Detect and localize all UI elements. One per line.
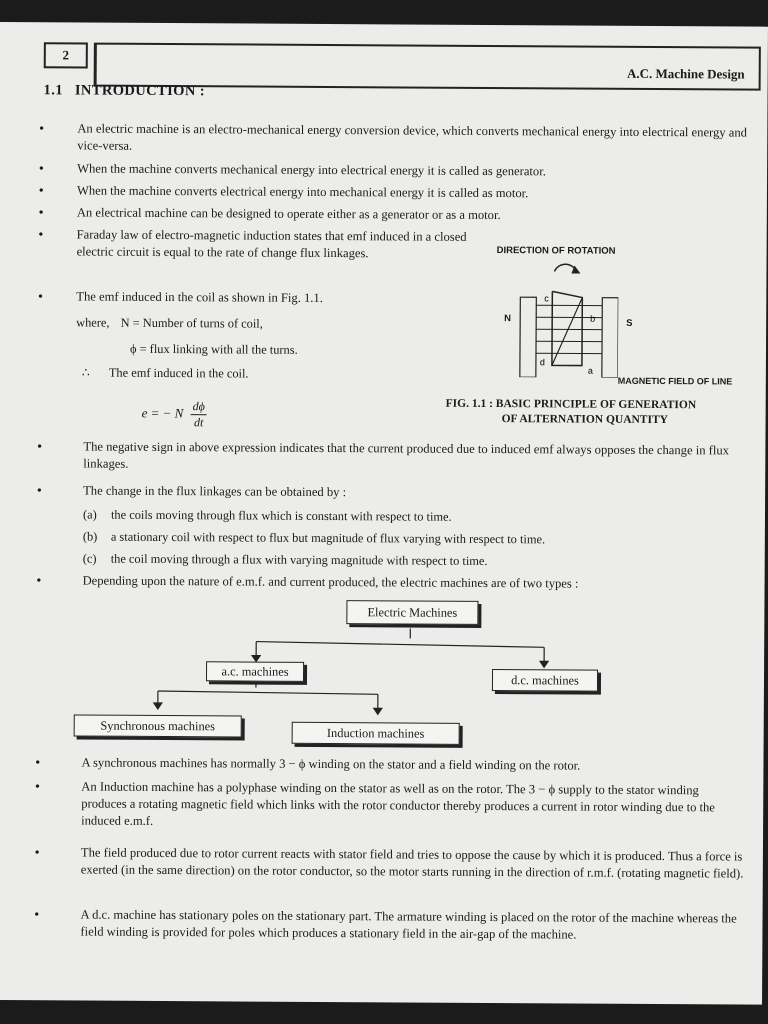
emf-line: The emf induced in the coil. — [108, 365, 249, 381]
bullet-dot: • — [37, 483, 42, 498]
figure-magnetic-label: MAGNETIC FIELD OF LINE — [617, 375, 733, 387]
bullet-dot: • — [36, 573, 42, 588]
bullet-text: An Induction machine has a polyphase winding on the stator as well as on the rotor. The 3 − ϕ supply to the stator winding produces a rotating magnetic field which links with the rotor conductor thereby produces a current in rotor winding due to the induced e.m.f. — [81, 779, 715, 828]
tree-ac-box: a.c. machines — [206, 661, 304, 682]
letter-c: c — [544, 293, 549, 304]
pole-s-label: S — [626, 317, 633, 329]
bullet-dot: • — [38, 289, 43, 304]
tree-dc-box: d.c. machines — [492, 669, 598, 692]
bullet-text: When the machine converts electrical energy into mechanical energy it is called as motor. — [76, 183, 529, 201]
bullet-item — [34, 906, 746, 944]
bullet-dot: • — [38, 227, 44, 242]
bullet-dot: • — [38, 183, 44, 198]
book-page — [0, 22, 768, 1005]
sub-item-label: (c) — [82, 551, 97, 566]
therefore-symbol: ∴ — [81, 365, 90, 380]
where-label: where, — [76, 315, 110, 330]
figure-direction-label: DIRECTION OF ROTATION — [496, 245, 616, 257]
figure-caption-line1: FIG. 1.1 : BASIC PRINCIPLE OF GENERATION — [445, 397, 697, 412]
bullet-text: When the machine converts mechanical energy into electrical energy it is called as generator. — [77, 161, 546, 179]
bullet-text: An electric machine is an electro-mechanical energy conversion device, which converts mechanical energy into electrical energy and vice-versa. — [77, 121, 748, 153]
bullet-text: Faraday law of electro-magnetic induction states that emf induced in a closed electric circuit is equal to the rate of change flux linkages. — [76, 227, 467, 261]
tree-root-box: Electric Machines — [346, 600, 478, 625]
bullet-dot: • — [35, 779, 40, 794]
bullet-text: The negative sign in above expression indicates that the current produced due to induced emf always opposes the change in flux linkages. — [83, 439, 730, 471]
bullet-text: The emf induced in the coil as shown in Fig. 1.1. — [76, 289, 323, 305]
bullet-dot: • — [35, 755, 40, 770]
bullet-dot: • — [39, 121, 44, 136]
section-title: INTRODUCTION : — [74, 82, 206, 100]
section-number: 1.1 — [43, 82, 63, 99]
formula-denominator: dt — [193, 415, 204, 430]
sub-item-label: (b) — [82, 529, 98, 544]
tree-synchronous-box: Synchronous machines — [74, 714, 242, 737]
bullet-dot: • — [34, 845, 40, 860]
phi-definition: ϕ = flux linking with all the turns. — [129, 341, 298, 357]
bullet-text: An electrical machine can be designed to operate either as a generator or as a motor. — [76, 205, 501, 223]
letter-a: a — [587, 365, 593, 376]
bullet-item — [35, 778, 747, 833]
bullet-text: Depending upon the nature of e.m.f. and current produced, the electric machines are of two types : — [82, 573, 579, 591]
n-definition: N = Number of turns of coil, — [120, 315, 263, 331]
bullet-text: A synchronous machines has normally 3 − ϕ winding on the stator and a field winding on the rotor. — [81, 755, 581, 773]
formula-lhs: e = − N — [141, 405, 184, 421]
bullet-text: The change in the flux linkages can be obtained by : — [83, 483, 347, 500]
sub-item-label: (a) — [82, 507, 97, 522]
page-number: 2 — [44, 42, 88, 68]
classification-tree-lines — [0, 22, 768, 787]
sub-item-text: the coil moving through a flux with varying magnitude with respect to time. — [110, 551, 488, 568]
book-title: A.C. Machine Design — [626, 65, 745, 82]
sub-item-text: a stationary coil with respect to flux but magnitude of flux varying with respect to time. — [110, 529, 546, 547]
bullet-dot: • — [34, 907, 40, 922]
bullet-text: The field produced due to rotor current reacts with stator field and tries to oppose the cause by which it is produced. Thus a force is exerted (in the same direction) on the rotor conductor, so the motor starts running in the direction of r.m.f. (rotating magnetic field). — [80, 845, 744, 881]
formula-numerator: dϕ — [191, 399, 207, 415]
figure-caption-line2: OF ALTERNATION QUANTITY — [501, 413, 668, 427]
tree-induction-box: Induction machines — [292, 722, 460, 745]
bullet-dot: • — [39, 161, 44, 176]
bullet-dot: • — [38, 205, 44, 220]
bullet-dot: • — [37, 439, 42, 454]
sub-item-text: the coils moving through flux which is constant with respect to time. — [110, 507, 452, 524]
pole-n-label: N — [504, 313, 512, 325]
bullet-item — [35, 844, 747, 882]
letter-d: d — [539, 357, 545, 368]
letter-b: b — [590, 313, 596, 324]
bullet-text: A d.c. machine has stationary poles on the stationary part. The armature winding is placed on the rotor of the machine whereas the field winding is provided for poles which produces a stationary field in the air-gap of the machine. — [80, 907, 737, 942]
